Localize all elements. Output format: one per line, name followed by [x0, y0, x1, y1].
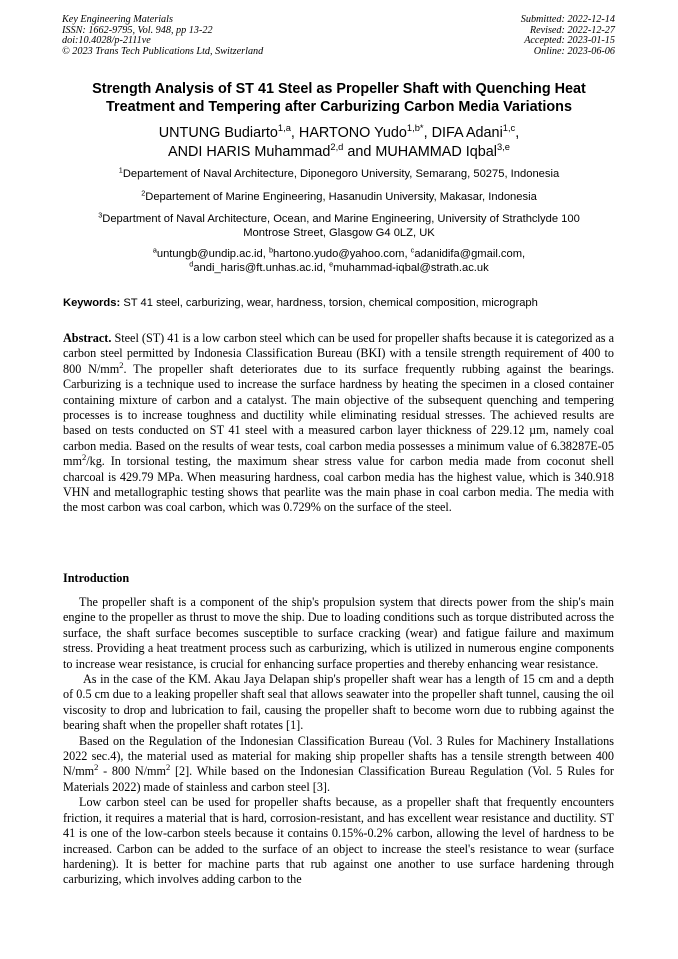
author-name: UNTUNG Budiarto: [158, 125, 278, 141]
superscript: 2: [119, 359, 124, 370]
paragraph-text: Based on the Regulation of the Indonesian Classification Bureau (Vol. 3 Rules for Machinery Installations 2022 sec.4), the material used as material for making ship propeller shafts has a tensile strength between 400 N/mm: [63, 733, 614, 779]
submitted-date: Submitted: 2022-12-14: [520, 14, 615, 25]
author-conjunction: and: [347, 144, 372, 160]
paragraph: As in the case of the KM. Akau Jaya Delapan ship's propeller shaft wear has a length of 15 cm and a depth of 0.5 cm due to a leaking propeller shaft seal that allows seawater into the propeller shaft tunnel, causing the oil viscosity to drop and lubrication to fail, causing the propeller shaft to become worn due to rubbing against the bearing shaft when the propeller shaft rotates [1].: [63, 672, 614, 733]
superscript: 2: [81, 452, 87, 463]
email-link[interactable]: adanidifa@gmail.com,: [414, 248, 526, 260]
affiliation-3: [40, 212, 638, 240]
affiliation-2: [40, 190, 638, 204]
title-line-2: Treatment and Tempering after Carburizing Carbon Media Variations: [106, 98, 572, 115]
doi-line: doi:10.4028/p-2111ve: [62, 35, 151, 47]
accepted-date: Accepted: 2023-01-15: [524, 35, 615, 47]
keywords-text: ST 41 steel, carburizing, wear, hardness, torsion, chemical composition, micrograph: [123, 297, 538, 309]
journal-header: [62, 15, 263, 57]
email-line-1: $^a$untungb@undip.ac.id, $^b$hartono.yudo@yahoo.com, $^c$adanidifa@gmail.com,: [152, 245, 526, 260]
affiliation-3-line-2: Montrose Street, Glasgow G4 0LZ, UK: [243, 227, 435, 240]
affiliation-text: Departement of Marine Engineering, Hasanudin University, Makasar, Indonesia: [145, 191, 537, 203]
email-link[interactable]: untungb@undip.ac.id,: [156, 248, 266, 260]
paragraph-text: [2]. While based on the Indonesian Classification Bureau Regulation (Vol. 5 Rules for Materials 2022) made of stainless and carbon steel [3].: [63, 764, 614, 794]
author-name: HARTONO Yudo: [298, 125, 407, 141]
journal-name: Key Engineering Materials: [62, 14, 173, 25]
author-affil-marker: 1,b*: [406, 123, 424, 134]
author-affil-marker: 1,c: [502, 123, 516, 134]
abstract-text: Steel (ST) 41 is a low carbon steel which can be used for propeller shafts because it is categorized as a carbon steel permitted by Indonesia Classification Bureau (BKI) with a tensile strength requirement of 400 to 800 N/mm: [63, 331, 615, 376]
author-name: DIFA Adani: [431, 125, 503, 141]
title-line-1: Strength Analysis of ST 41 Steel as Propeller Shaft with Quenching Heat: [92, 81, 586, 97]
email-link[interactable]: hartono.yudo@yahoo.com,: [273, 248, 408, 260]
email-link[interactable]: andi_haris@ft.unhas.ac.id,: [193, 262, 326, 275]
author-name: MUHAMMAD Iqbal: [375, 144, 497, 160]
online-date: Online: 2023-06-06: [533, 45, 615, 57]
affiliation-text: Department of Naval Architecture, Ocean, and Marine Engineering, University of Strathclyde 100: [102, 213, 580, 225]
author-emails: [40, 247, 638, 275]
affiliation-marker: 2: [141, 188, 146, 198]
issn-line: ISSN: 1662-9795, Vol. 948, pp 13-22: [62, 24, 213, 36]
keywords: [63, 296, 623, 310]
superscript: 2: [166, 762, 171, 773]
copyright-line: © 2023 Trans Tech Publications Ltd, Switzerland: [62, 45, 264, 57]
abstract-label: Abstract.: [63, 331, 112, 345]
author-line-2: [40, 143, 638, 162]
affiliation-3-line-1: [40, 212, 638, 226]
paragraph: Low carbon steel can be used for propeller shafts because, as a propeller shaft that frequently encounters friction, it requires a material that is hard, corrosion-resistant, and has excellent wear resistance and ductility. ST 41 is one of the low-carbon steels because it contains 0.15%-0.2% carbon, allowing the level of hardness to be increased. Carbon can be added to the surface of an object to increase the steel's resistance to wear (surface hardening). It is better for machine parts that rub against one another to use surface hardening through carburizing, which involves adding carbon to the: [63, 795, 614, 887]
author-affil-marker: 1,a: [277, 123, 291, 134]
email-link[interactable]: muhammad-iqbal@strath.ac.uk: [333, 262, 489, 275]
affiliation-text: Departement of Naval Architecture, Diponegoro University, Semarang, 50275, Indonesia: [122, 168, 560, 180]
author-affil-marker: 3,e: [496, 142, 510, 153]
abstract-text: /kg. In torsional testing, the maximum shear stress value for carbon media made from coconut shell charcoal is 429.79 MPa. When measuring hardness, coal carbon media has the highest value, which is 340.918 VHN and metallographic testing shows that pearlite was the main phase in coal carbon media. The media with the most carbon was coal carbon, which was 0.729% on the surface of the steel.: [63, 454, 614, 515]
revised-date: Revised: 2022-12-27: [529, 24, 615, 36]
abstract: [63, 331, 614, 516]
dates-header: [521, 15, 615, 57]
paragraph-text: - 800 N/mm: [98, 764, 166, 779]
paragraph: The propeller shaft is a component of the ship's propulsion system that directs power from the ship's main engine to the propeller as thrust to move the ship. Due to loading conditions such as torque distributed across the surface, the shaft surface becomes susceptible to surface cracking (wear) and fatigue failure and maximum stress. Providing a heat treatment process such as carburizing, which is utilized in numerous engine components to increase wear resistance, is crucial for enhancing surface properties and thereby enhancing wear resistance.: [63, 595, 614, 671]
author-affil-marker: 2,d: [330, 142, 344, 153]
paper-title: [40, 81, 638, 116]
author-line-1: UNTUNG Budiarto$^{1,a}$, HARTONO Yudo$^{1,b*}$, DIFA Adani$^{1,c}$,: [158, 123, 520, 141]
paragraph: [63, 734, 614, 796]
keywords-label: Keywords:: [63, 297, 121, 309]
affiliation-marker: 3: [98, 210, 103, 220]
author-list: [40, 124, 638, 162]
affiliation-1: [40, 167, 638, 181]
affiliation-marker: 1: [118, 165, 123, 175]
introduction-body: [63, 595, 614, 888]
section-heading-introduction: Introduction: [63, 571, 130, 585]
abstract-text: . The propeller shaft deteriorates due to its surface frequently rubbing against the bearings. Carburizing is a technique used to increase the surface hardness by heating the specimen in a closed container containing mixture of carbon and a catalyst. The main objective of the subsequent quenching and tempering processes is to increase toughness and ductility while eliminating residual stresses. The achieved results are based on tests conducted on ST 41 steel with a measured carbon layer thickness of 229.12 µm, namely coal carbon media. Based on the results of wear tests, coal carbon media possesses a minimum value of 6.38287E-05 mm: [63, 361, 614, 469]
superscript: 2: [94, 762, 99, 773]
author-name: ANDI HARIS Muhammad: [168, 144, 331, 160]
email-line-2: $^d$andi_haris@ft.unhas.ac.id, $^e$muhammad-iqbal@strath.ac.uk: [189, 259, 489, 275]
